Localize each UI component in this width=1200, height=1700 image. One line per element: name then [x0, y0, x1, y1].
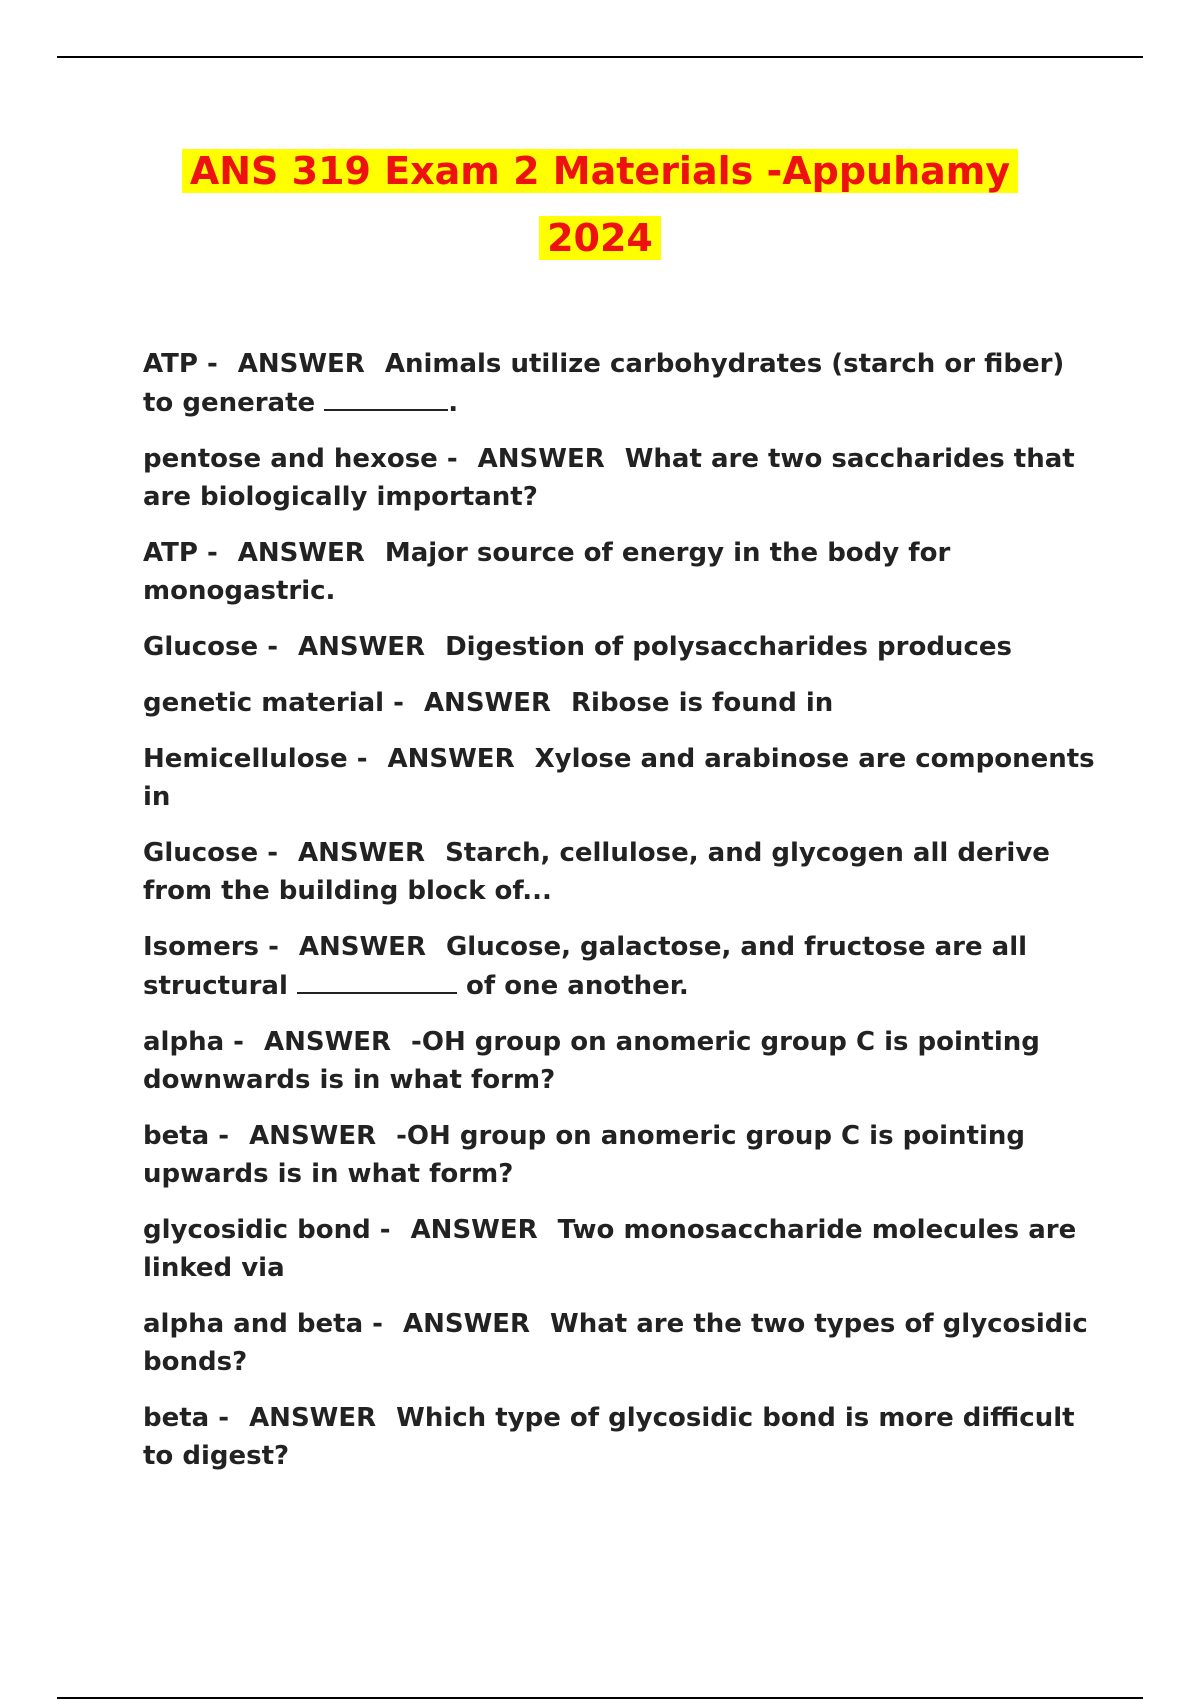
qa-item — [143, 1211, 1103, 1287]
qa-item — [143, 440, 1103, 516]
qa-question: Glucose, galactose, and fructose are all structural — [143, 932, 1028, 1001]
answer-label: ANSWER — [249, 1403, 377, 1433]
qa-term: Isomers - — [143, 932, 279, 962]
qa-term: alpha and beta - — [143, 1309, 383, 1339]
qa-question: -OH group on anomeric group C is pointing downwards is in what form? — [143, 1027, 1040, 1095]
qa-question-end: of one another. — [466, 971, 689, 1001]
answer-label: ANSWER — [298, 932, 426, 962]
qa-list — [143, 345, 1103, 1493]
qa-term: glycosidic bond - — [143, 1215, 391, 1245]
title-line-1: ANS 319 Exam 2 Materials -Appuhamy — [182, 149, 1018, 193]
qa-question-end: . — [448, 388, 459, 418]
qa-term: genetic material - — [143, 688, 404, 718]
title-line-2: 2024 — [539, 216, 661, 260]
qa-term: alpha - — [143, 1027, 244, 1057]
qa-item — [143, 740, 1103, 816]
fill-in-blank — [324, 383, 448, 411]
qa-term: Glucose - — [143, 838, 278, 868]
qa-question: What are two saccharides that are biologically important? — [143, 444, 1075, 512]
answer-label: ANSWER — [423, 688, 552, 718]
qa-question: Ribose is found in — [571, 688, 834, 718]
qa-question: Digestion of polysaccharides produces — [445, 632, 1012, 662]
answer-label: ANSWER — [298, 632, 426, 662]
qa-term: ATP - — [143, 349, 218, 379]
bottom-rule — [57, 1697, 1143, 1699]
answer-label: ANSWER — [387, 744, 515, 774]
qa-question: What are the two types of glycosidic bonds? — [143, 1309, 1088, 1377]
qa-question: -OH group on anomeric group C is pointing upwards is in what form? — [143, 1121, 1025, 1189]
qa-question: Animals utilize carbohydrates (starch or fiber) to generate — [143, 349, 1065, 418]
qa-item — [143, 534, 1103, 610]
answer-label: ANSWER — [410, 1215, 538, 1245]
qa-term: beta - — [143, 1403, 230, 1433]
qa-term: Glucose - — [143, 632, 278, 662]
qa-item — [143, 684, 1103, 722]
answer-label: ANSWER — [477, 444, 605, 474]
top-rule — [57, 56, 1143, 58]
qa-item — [143, 345, 1103, 422]
qa-question: Xylose and arabinose are components in — [143, 744, 1095, 812]
answer-label: ANSWER — [298, 838, 426, 868]
answer-label: ANSWER — [237, 538, 365, 568]
qa-item — [143, 1023, 1103, 1099]
answer-label: ANSWER — [263, 1027, 392, 1057]
qa-item — [143, 834, 1103, 910]
answer-label: ANSWER — [402, 1309, 531, 1339]
qa-item — [143, 628, 1103, 666]
qa-question: Two monosaccharide molecules are linked via — [143, 1215, 1077, 1283]
qa-question: Major source of energy in the body for monogastric. — [143, 538, 951, 606]
qa-question: Starch, cellulose, and glycogen all derive from the building block of... — [143, 838, 1050, 906]
fill-in-blank — [297, 966, 457, 994]
qa-question: Which type of glycosidic bond is more difficult to digest? — [143, 1403, 1075, 1471]
qa-item — [143, 1399, 1103, 1475]
document-title — [0, 138, 1200, 272]
answer-label: ANSWER — [237, 349, 365, 379]
qa-term: beta - — [143, 1121, 230, 1151]
qa-term: Hemicellulose - — [143, 744, 368, 774]
qa-item — [143, 928, 1103, 1005]
answer-label: ANSWER — [249, 1121, 377, 1151]
qa-term: ATP - — [143, 538, 218, 568]
qa-item — [143, 1117, 1103, 1193]
qa-term: pentose and hexose - — [143, 444, 458, 474]
qa-item — [143, 1305, 1103, 1381]
